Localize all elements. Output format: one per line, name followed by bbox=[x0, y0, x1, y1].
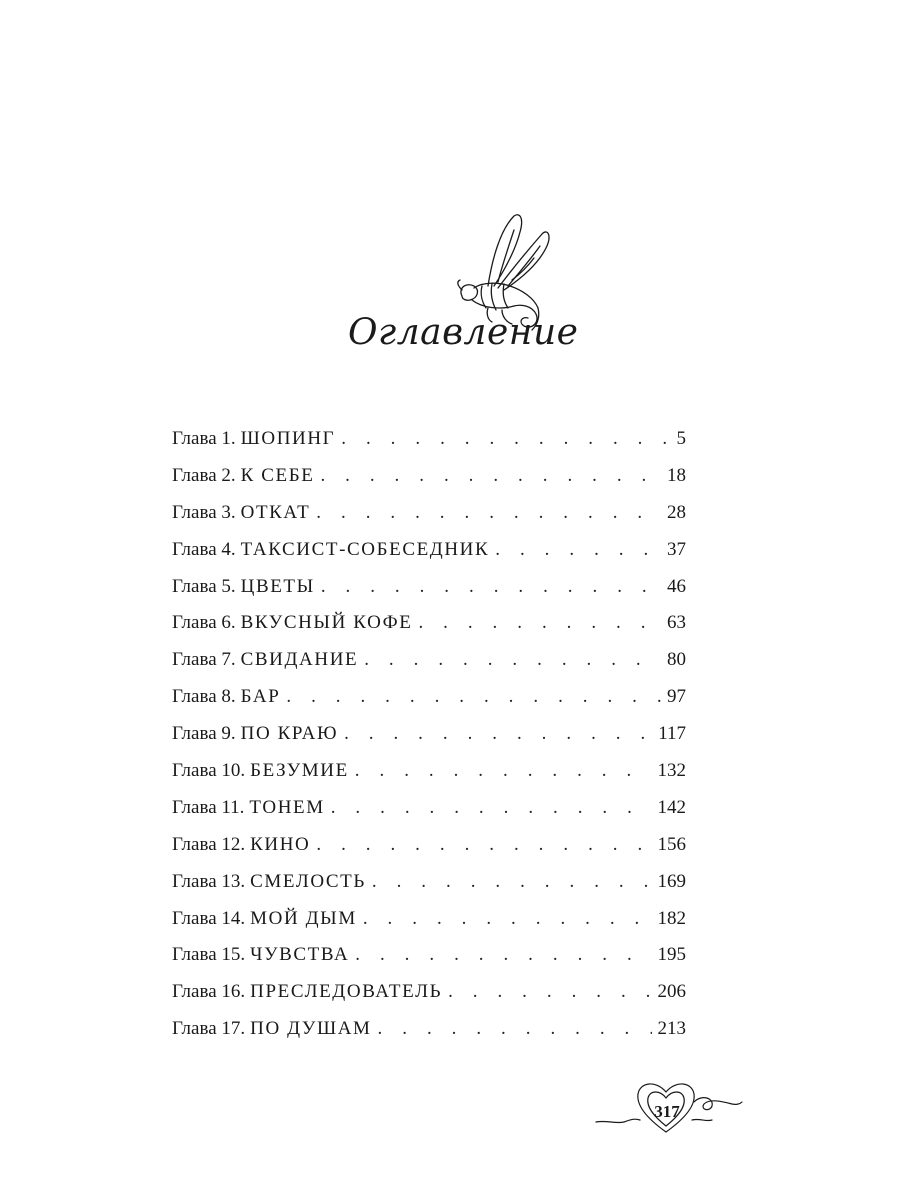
dot-leader bbox=[331, 790, 652, 827]
dot-leader bbox=[378, 1011, 652, 1048]
page-title: Оглавление bbox=[348, 312, 579, 353]
chapter-title: БАР bbox=[240, 686, 281, 708]
page-number: 5 bbox=[676, 428, 686, 449]
chapter-number: Глава 15. bbox=[172, 944, 246, 966]
dot-leader bbox=[316, 495, 661, 532]
chapter-title: ТОНЕМ bbox=[249, 796, 325, 818]
toc-entry bbox=[172, 421, 686, 458]
toc-entry bbox=[172, 937, 686, 974]
dot-leader bbox=[320, 458, 661, 495]
page-number: 97 bbox=[667, 686, 686, 708]
page-number-folio: 317 bbox=[654, 1102, 680, 1121]
toc-entry bbox=[172, 864, 686, 901]
page-number: 37 bbox=[667, 538, 686, 560]
table-of-contents bbox=[172, 421, 686, 1048]
toc-entry bbox=[172, 642, 686, 679]
page-number: 63 bbox=[667, 612, 686, 634]
chapter-number: Глава 10. bbox=[172, 760, 246, 782]
chapter-title: ПРЕСЛЕДОВАТЕЛЬ bbox=[250, 981, 443, 1003]
dot-leader bbox=[448, 974, 651, 1011]
chapter-title: ПО КРАЮ bbox=[240, 723, 339, 745]
page-number: 142 bbox=[657, 796, 686, 818]
page-number: 213 bbox=[657, 1018, 686, 1040]
chapter-number: Глава 2. bbox=[172, 464, 236, 486]
chapter-title: МОЙ ДЫМ bbox=[250, 907, 357, 929]
toc-entry bbox=[172, 495, 686, 532]
dot-leader bbox=[355, 753, 652, 790]
chapter-number: Глава 17. bbox=[172, 1018, 246, 1040]
page-number: 195 bbox=[657, 944, 686, 966]
chapter-title: СМЕЛОСТЬ bbox=[250, 870, 366, 892]
chapter-title: СВИДАНИЕ bbox=[240, 649, 359, 671]
chapter-number: Глава 1. bbox=[172, 428, 236, 449]
page-number: 169 bbox=[657, 870, 686, 892]
chapter-title: ТАКСИСТ-СОБЕСЕДНИК bbox=[240, 538, 490, 560]
dot-leader bbox=[355, 937, 651, 974]
chapter-title: КИНО bbox=[250, 833, 311, 855]
page-number: 28 bbox=[667, 501, 686, 523]
toc-entry bbox=[172, 827, 686, 864]
toc-entry bbox=[172, 716, 686, 753]
page-folio bbox=[594, 1060, 744, 1140]
toc-entry bbox=[172, 790, 686, 827]
page-number: 206 bbox=[657, 981, 686, 1003]
dot-leader bbox=[321, 569, 661, 606]
toc-entry bbox=[172, 753, 686, 790]
toc-entry bbox=[172, 974, 686, 1011]
toc-entry bbox=[172, 569, 686, 606]
page-number: 156 bbox=[657, 833, 686, 855]
chapter-number: Глава 4. bbox=[172, 538, 236, 560]
dot-leader bbox=[344, 716, 652, 753]
dot-leader bbox=[495, 532, 661, 569]
toc-entry bbox=[172, 901, 686, 938]
chapter-number: Глава 3. bbox=[172, 501, 236, 523]
dot-leader bbox=[364, 642, 661, 679]
page-number: 182 bbox=[657, 907, 686, 929]
chapter-title: ВКУСНЫЙ КОФЕ bbox=[240, 612, 413, 634]
dot-leader bbox=[286, 679, 661, 716]
dot-leader bbox=[341, 421, 668, 458]
chapter-title: ШОПИНГ bbox=[240, 428, 336, 449]
page-number: 18 bbox=[667, 464, 686, 486]
chapter-number: Глава 9. bbox=[172, 723, 236, 745]
dot-leader bbox=[363, 901, 652, 938]
chapter-number: Глава 5. bbox=[172, 575, 236, 597]
page-number: 117 bbox=[658, 723, 686, 745]
toc-entry bbox=[172, 605, 686, 642]
dot-leader bbox=[418, 605, 661, 642]
chapter-title: ПО ДУШАМ bbox=[250, 1018, 372, 1040]
toc-entry bbox=[172, 532, 686, 569]
page-number: 132 bbox=[657, 760, 686, 782]
chapter-number: Глава 14. bbox=[172, 907, 246, 929]
chapter-number: Глава 16. bbox=[172, 981, 246, 1003]
chapter-number: Глава 7. bbox=[172, 649, 236, 671]
chapter-title: БЕЗУМИЕ bbox=[250, 760, 349, 782]
toc-entry bbox=[172, 679, 686, 716]
page-number: 46 bbox=[667, 575, 686, 597]
chapter-title: ОТКАТ bbox=[240, 501, 311, 523]
chapter-number: Глава 13. bbox=[172, 870, 246, 892]
heart-ornament bbox=[594, 1060, 744, 1140]
dot-leader bbox=[372, 864, 652, 901]
chapter-number: Глава 6. bbox=[172, 612, 236, 634]
page-number: 80 bbox=[667, 649, 686, 671]
toc-entry bbox=[172, 458, 686, 495]
chapter-title: К СЕБЕ bbox=[240, 464, 315, 486]
chapter-title: ЧУВСТВА bbox=[250, 944, 350, 966]
chapter-number: Глава 11. bbox=[172, 796, 245, 818]
chapter-title: ЦВЕТЫ bbox=[240, 575, 315, 597]
toc-entry bbox=[172, 1011, 686, 1048]
chapter-number: Глава 12. bbox=[172, 833, 246, 855]
dot-leader bbox=[316, 827, 651, 864]
chapter-number: Глава 8. bbox=[172, 686, 236, 708]
